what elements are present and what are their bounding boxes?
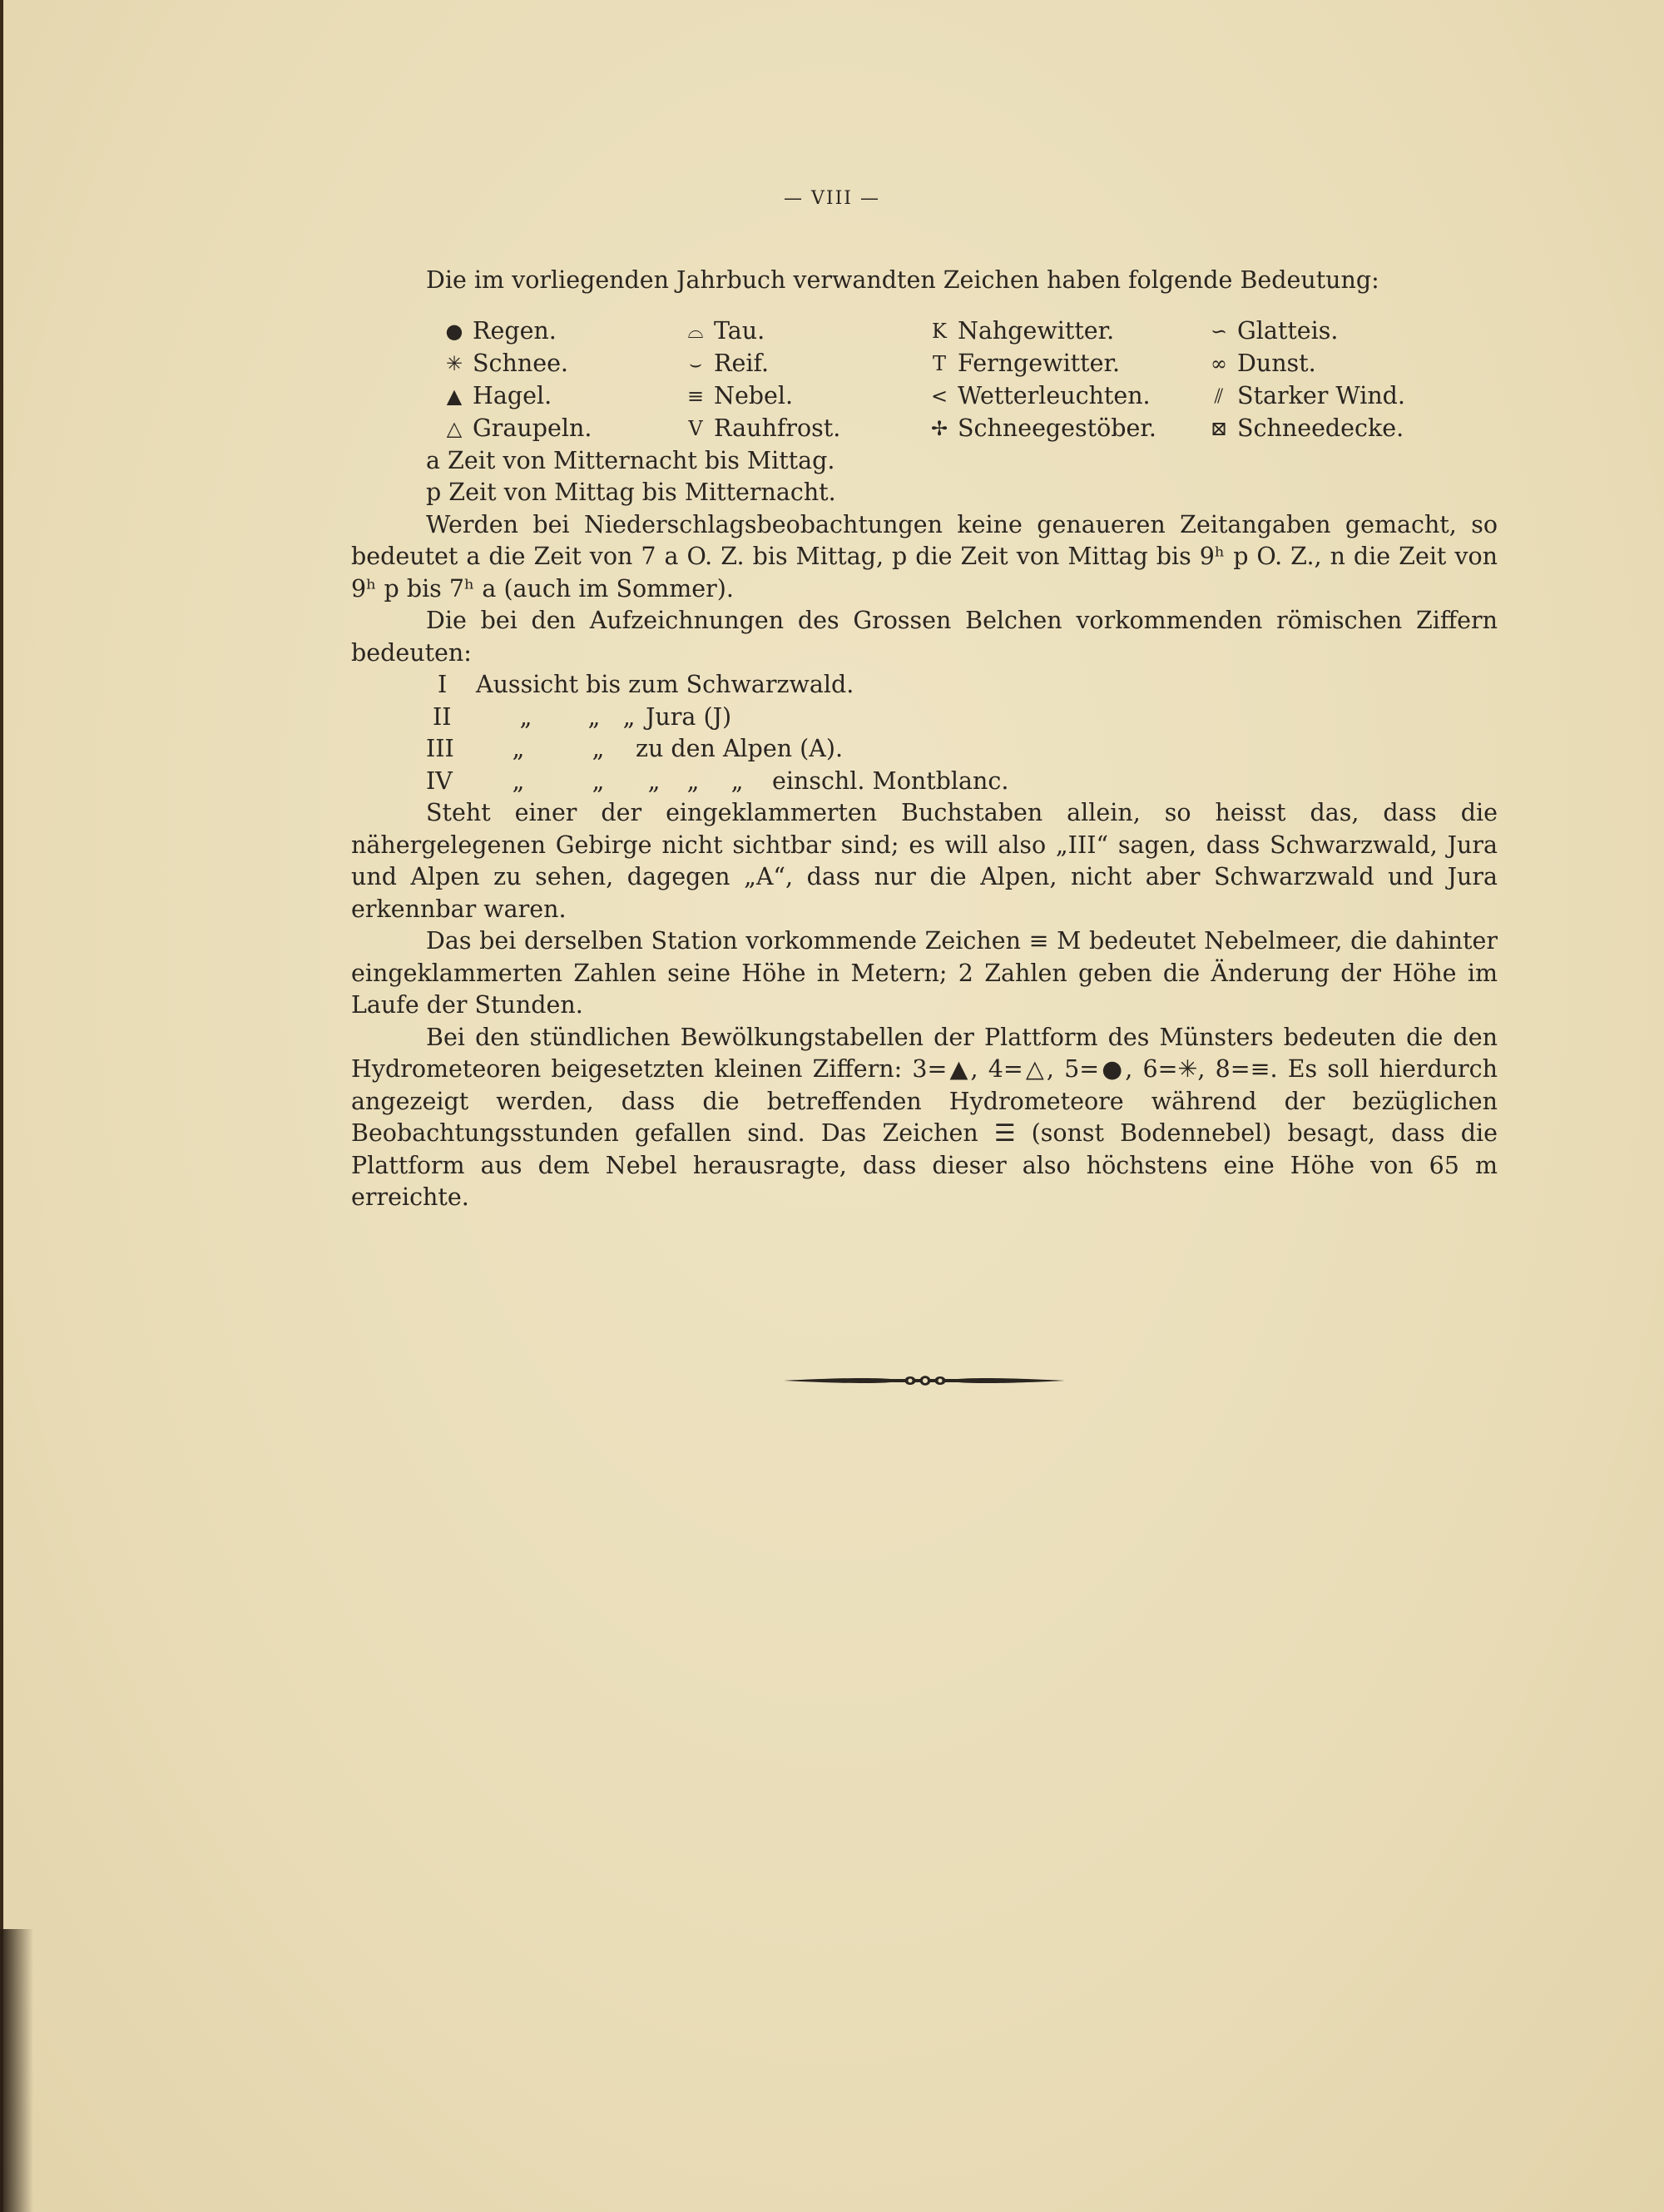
legend-label: Nebel. <box>714 381 794 409</box>
legend-item <box>682 315 926 348</box>
strong-wind-icon: ⫽ <box>1214 384 1224 408</box>
roman-row-2 <box>351 702 1498 734</box>
glaze-icon: ∽ <box>1210 319 1228 343</box>
legend-label: Reif. <box>714 349 770 377</box>
ditto-mark: „ <box>512 766 525 795</box>
roman-text: einschl. Montblanc. <box>772 766 1009 795</box>
time-a-definition: a Zeit von Mitternacht bis Mittag. <box>426 446 835 474</box>
legend-label: Regen. <box>473 316 557 345</box>
page-number: — VIII — <box>784 188 880 209</box>
page-edge <box>0 0 3 2212</box>
ditto-mark: „ <box>730 766 744 795</box>
roman-text: zu den Alpen (A). <box>636 735 844 762</box>
snowstorm-icon: ✢ <box>930 416 948 440</box>
roman-numeral: II <box>433 702 452 731</box>
roman-row-3 <box>351 733 1498 766</box>
legend-label: Glatteis. <box>1237 316 1339 345</box>
dew-icon: ⌓ <box>687 319 704 343</box>
fog-icon: ≡ <box>686 384 705 408</box>
legend-item <box>926 348 1206 380</box>
ditto-mark: „ <box>686 766 700 795</box>
legend-item <box>441 413 682 445</box>
ditto-mark: „ <box>622 702 636 731</box>
legend-item <box>441 348 682 380</box>
hail-icon: ▲ <box>446 384 463 408</box>
legend-item <box>1206 380 1422 413</box>
legend-item <box>926 380 1206 413</box>
graupel-icon: △ <box>446 416 463 440</box>
legend-label: Schneegestöber. <box>958 414 1156 442</box>
thunderstorm-near-icon: K <box>932 319 947 343</box>
ditto-mark: „ <box>592 766 605 795</box>
symbol-column-2 <box>682 315 926 445</box>
time-p-definition: p Zeit von Mittag bis Mitternacht. <box>426 479 836 506</box>
roman-row-4 <box>351 766 1498 798</box>
symbol-column-3 <box>926 315 1206 445</box>
legend-item <box>1206 413 1422 445</box>
symbol-column-4 <box>1206 315 1422 445</box>
legend-item <box>441 380 682 413</box>
legend-label: Ferngewitter. <box>958 349 1121 377</box>
legend-item <box>926 315 1206 348</box>
ornament-divider-icon <box>782 1371 1067 1390</box>
symbol-legend <box>441 315 1498 445</box>
legend-label: Dunst. <box>1237 349 1316 377</box>
paragraph-steht: Steht einer der eingeklammerten Buchstaben allein, so heisst das, dass die nähergelegenen Gebirge nicht sichtbar sind; es will also „III“ sagen, dass Schwarzwald, Jura und Alpen zu sehen, dagegen „A“, dass nur die Alpen, nicht aber Schwarzwald und Jura erkennbar waren. <box>351 799 1498 923</box>
legend-label: Schneedecke. <box>1237 414 1404 442</box>
legend-label: Wetterleuchten. <box>958 381 1151 409</box>
legend-label: Starker Wind. <box>1237 381 1405 409</box>
sheet-lightning-icon: < <box>930 384 948 408</box>
ditto-mark: „ <box>587 702 601 731</box>
roman-text: Aussicht bis zum Schwarzwald. <box>476 671 854 698</box>
legend-item <box>441 315 682 348</box>
paragraph-roman-intro: Die bei den Aufzeichnungen des Grossen Belchen vorkommenden römischen Ziffern bedeuten: <box>351 607 1498 667</box>
thunderstorm-far-icon: T <box>932 351 946 375</box>
roman-numeral: III <box>426 735 454 762</box>
rain-icon: ● <box>445 319 463 343</box>
legend-intro: Die im vorliegenden Jahrbuch verwandten Zeichen haben folgende Bedeutung: <box>426 266 1379 294</box>
snow-cover-icon: ⊠ <box>1210 416 1228 440</box>
page-corner-shadow <box>0 1929 33 2212</box>
legend-label: Rauhfrost. <box>714 414 841 442</box>
legend-item <box>682 348 926 380</box>
frost-icon: ⌣ <box>689 351 702 375</box>
legend-item <box>682 380 926 413</box>
legend-label: Tau. <box>714 316 765 345</box>
roman-numeral: I <box>438 671 448 698</box>
ditto-mark: „ <box>512 735 525 762</box>
paragraph-niederschlag: Werden bei Niederschlagsbeobachtungen keine genaueren Zeitangaben gemacht, so bedeutet a die Zeit von 7 a O. Z. bis Mittag, p die Zeit von Mittag bis 9ʰ p O. Z., n die Zeit von 9ʰ p bis 7ʰ a (auch im Sommer). <box>351 510 1498 603</box>
main-text <box>351 265 1498 1214</box>
ditto-mark: „ <box>592 735 605 762</box>
legend-item <box>682 413 926 445</box>
rime-icon: V <box>688 416 703 440</box>
legend-label: Nahgewitter. <box>958 316 1115 345</box>
roman-row-1 <box>351 669 1498 702</box>
roman-text: Jura (J) <box>646 702 732 731</box>
snow-icon: ✳ <box>445 351 463 375</box>
legend-item <box>1206 348 1422 380</box>
paragraph-bewoelkung: Bei den stündlichen Bewölkungstabellen der Plattform des Münsters bedeuten die den Hydrometeoren beigesetzten kleinen Ziffern: 3=▲, 4=△, 5=●, 6=✳, 8=≡. Es soll hierdurch angezeigt werden, dass die betreffenden Hydrometeore während der bezüglichen Beobachtungsstunden gefallen sind. Das Zeichen ☰ (sonst Bodennebel) besagt, dass die Plattform aus dem Nebel herausragte, dass dieser also höchstens eine Höhe von 65 m erreichte. <box>351 1023 1498 1211</box>
symbol-column-1 <box>441 315 682 445</box>
ditto-mark: „ <box>647 766 661 795</box>
legend-label: Schnee. <box>473 349 568 377</box>
paragraph-nebelmeer: Das bei derselben Station vorkommende Zeichen ≡ M bedeutet Nebelmeer, die dahinter eingeklammerten Zahlen seine Höhe in Metern; 2 Zahlen geben die Änderung der Höhe im Laufe der Stunden. <box>351 927 1498 1019</box>
legend-item <box>1206 315 1422 348</box>
haze-icon: ∞ <box>1211 351 1227 375</box>
ditto-mark: „ <box>519 702 532 731</box>
roman-numeral: IV <box>426 766 453 795</box>
legend-label: Hagel. <box>473 381 552 409</box>
legend-label: Graupeln. <box>473 414 592 442</box>
legend-item <box>926 413 1206 445</box>
